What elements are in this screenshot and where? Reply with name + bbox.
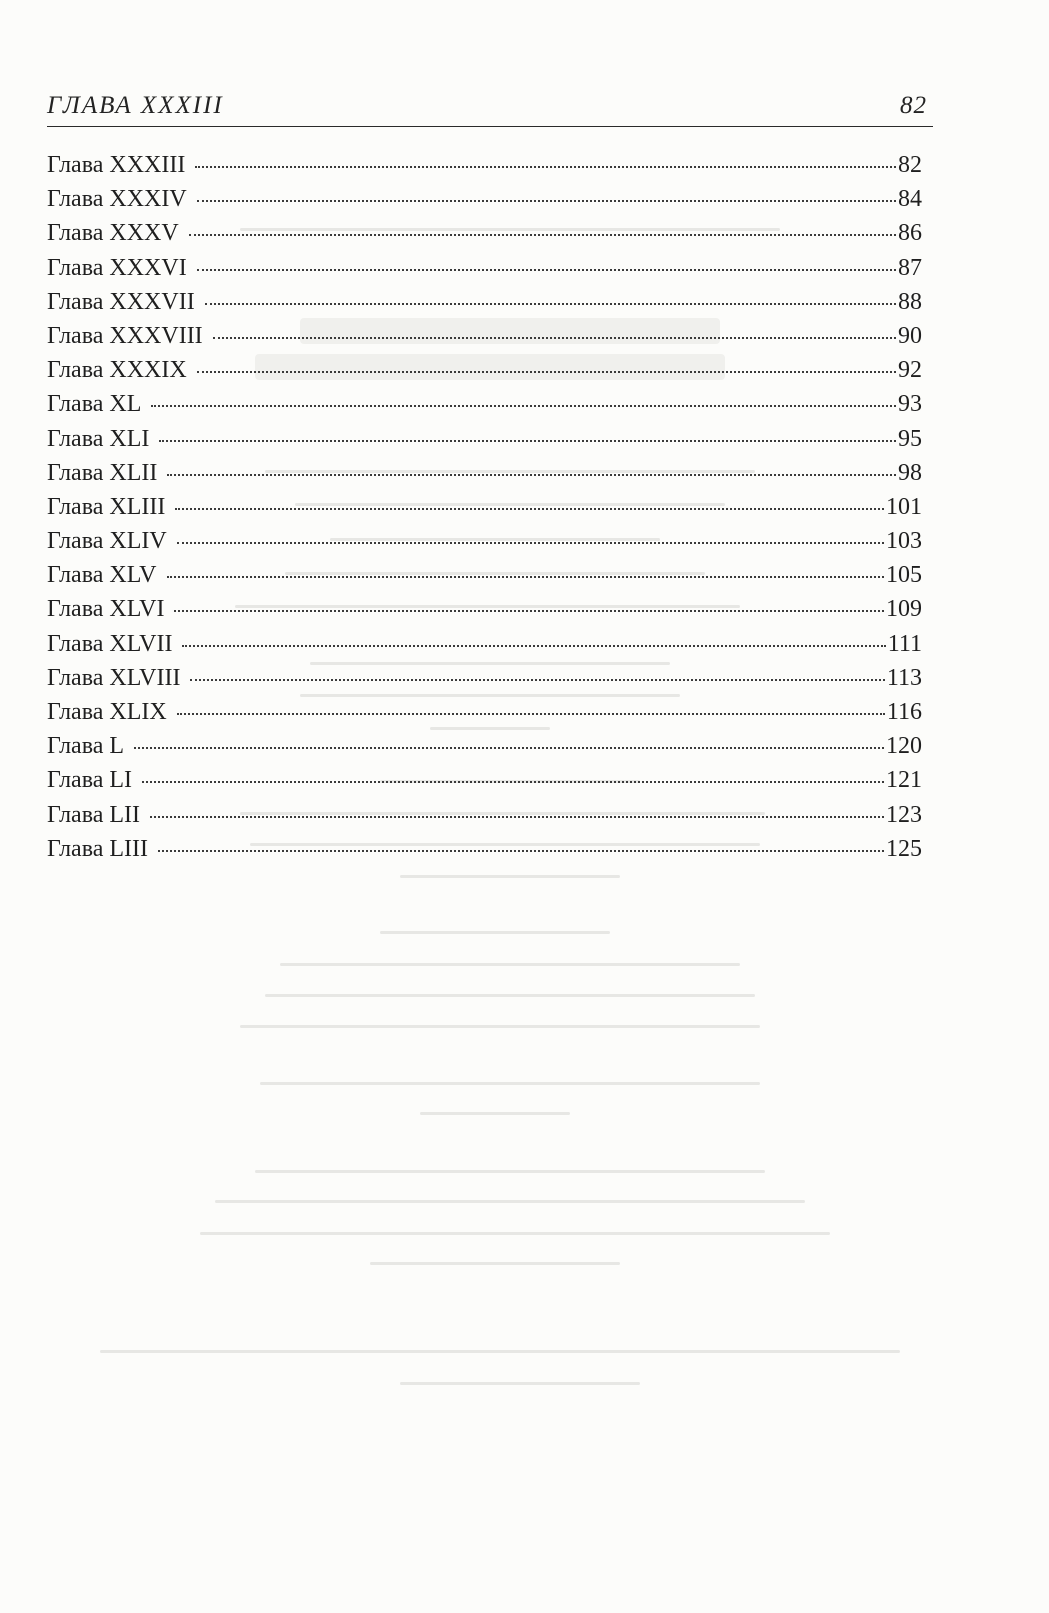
toc-entry — [47, 596, 922, 630]
toc-leader-dots — [182, 645, 885, 647]
toc-leader-dots — [195, 166, 896, 168]
toc-leader-dots — [197, 200, 896, 202]
toc-leader-dots — [197, 269, 896, 271]
toc-leader-dots — [205, 303, 896, 305]
toc-leader-dots — [159, 440, 896, 442]
toc-entry-label: Глава XL — [47, 391, 142, 418]
toc-leader-dots — [175, 508, 884, 510]
toc-leader-dots — [167, 576, 885, 578]
toc-entry-page: 121 — [886, 767, 922, 794]
table-of-contents — [47, 152, 922, 870]
toc-leader-dots — [158, 850, 884, 852]
toc-entry-page: 113 — [886, 664, 922, 691]
toc-entry — [47, 528, 922, 562]
toc-leader-dots — [150, 816, 884, 818]
toc-entry — [47, 152, 922, 186]
toc-entry-label: Глава LII — [47, 801, 141, 828]
toc-entry — [47, 289, 922, 323]
toc-entry-page: 101 — [886, 493, 922, 520]
toc-entry-page: 123 — [886, 801, 922, 828]
toc-leader-dots — [151, 405, 896, 407]
toc-entry-label: Глава XLIX — [47, 699, 167, 725]
toc-entry-label: Глава XXXIX — [47, 357, 187, 384]
toc-entry — [47, 767, 922, 801]
running-head — [47, 92, 933, 127]
toc-entry-page: 125 — [886, 835, 922, 862]
toc-entry — [47, 665, 922, 699]
toc-leader-dots — [167, 474, 896, 476]
toc-entry-page: 84 — [898, 186, 922, 213]
toc-entry-label: Глава XXXVIII — [47, 322, 203, 349]
toc-entry-label: Глава XXXVII — [47, 288, 195, 315]
toc-entry-label: Глава XLI — [47, 425, 150, 452]
toc-entry — [47, 836, 922, 870]
toc-entry-page: 90 — [898, 322, 922, 349]
toc-entry-label: Глава XLV — [47, 562, 157, 589]
toc-entry-label: Глава XXXIV — [47, 186, 187, 213]
toc-entry-page: 120 — [886, 733, 922, 760]
toc-entry-page: 111 — [887, 630, 922, 657]
toc-entry-page: 82 — [898, 152, 922, 178]
toc-entry-label: Глава XLVIII — [47, 664, 181, 691]
toc-entry-page: 109 — [886, 596, 922, 623]
toc-entry — [47, 460, 922, 494]
toc-entry-page: 105 — [886, 562, 922, 589]
toc-entry-label: Глава XLIII — [47, 493, 166, 520]
toc-entry-label: Глава LI — [47, 767, 133, 794]
toc-entry — [47, 186, 922, 220]
toc-entry-label: Глава XLVI — [47, 596, 165, 623]
toc-entry — [47, 220, 922, 254]
toc-entry — [47, 802, 922, 836]
toc-entry-label: Глава XLVII — [47, 630, 173, 657]
toc-entry-page: 92 — [898, 357, 922, 384]
toc-entry — [47, 733, 922, 767]
toc-entry-label: Глава LIII — [47, 835, 149, 862]
toc-leader-dots — [197, 371, 896, 373]
toc-leader-dots — [190, 679, 884, 681]
toc-entry-label: Глава L — [47, 733, 125, 760]
toc-leader-dots — [174, 610, 884, 612]
toc-entry — [47, 494, 922, 528]
toc-entry-label: Глава XXXV — [47, 220, 179, 247]
toc-entry-page: 116 — [886, 699, 922, 725]
toc-entry — [47, 357, 922, 391]
toc-leader-dots — [134, 747, 884, 749]
toc-entry — [47, 255, 922, 289]
toc-entry — [47, 426, 922, 460]
toc-entry — [47, 699, 922, 733]
toc-leader-dots — [177, 542, 884, 544]
toc-entry — [47, 391, 922, 425]
toc-entry-page: 88 — [898, 288, 922, 315]
toc-entry-page: 93 — [898, 391, 922, 418]
toc-entry — [47, 631, 922, 665]
running-head-page-number: 82 — [900, 92, 927, 119]
toc-entry-page: 95 — [898, 425, 922, 452]
toc-entry-label: Глава XXXIII — [47, 152, 186, 178]
toc-entry-label: Глава XLIV — [47, 528, 167, 555]
toc-entry — [47, 562, 922, 596]
toc-leader-dots — [177, 713, 885, 715]
toc-entry-label: Глава XXXVI — [47, 254, 187, 281]
running-head-title: ГЛАВА XXXIII — [47, 92, 224, 119]
toc-entry-page: 86 — [898, 220, 922, 247]
toc-leader-dots — [213, 337, 896, 339]
toc-entry-page: 103 — [886, 528, 922, 555]
toc-entry-label: Глава XLII — [47, 459, 158, 486]
toc-leader-dots — [189, 234, 896, 236]
toc-leader-dots — [142, 781, 884, 783]
toc-entry — [47, 323, 922, 357]
toc-entry-page: 98 — [898, 459, 922, 486]
toc-entry-page: 87 — [898, 254, 922, 281]
